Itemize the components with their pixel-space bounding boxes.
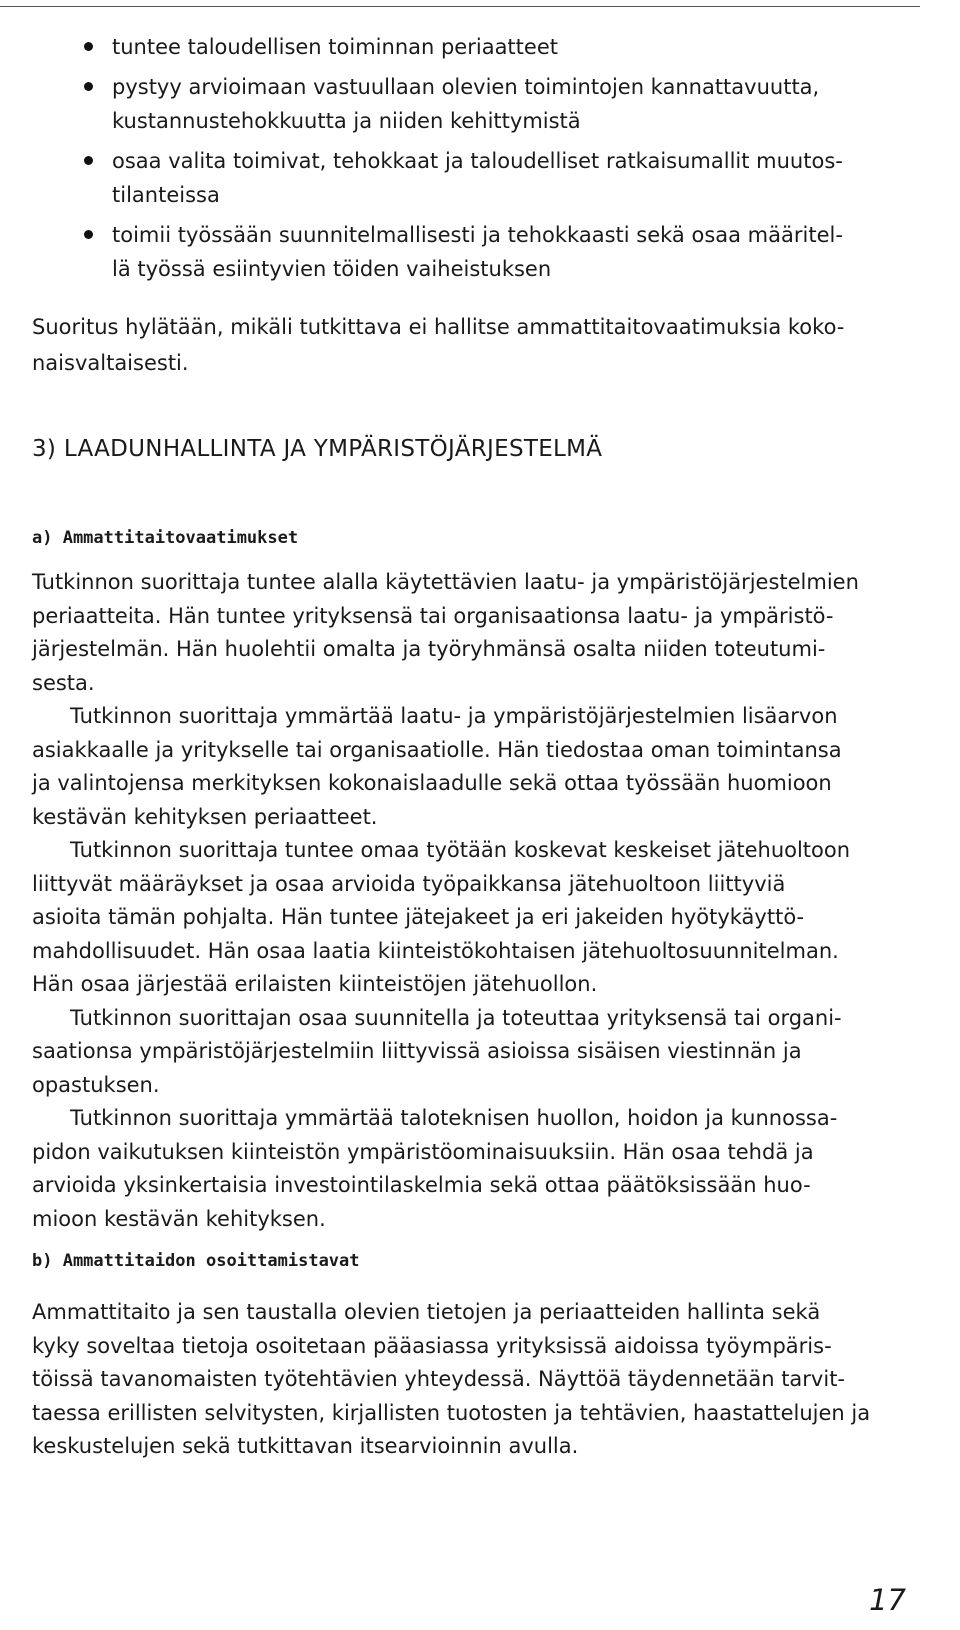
section-heading: 3) LAADUNHALLINTA JA YMPÄRISTÖJÄRJESTELMÄ (32, 436, 603, 462)
text-line: opastuksen. (32, 1072, 160, 1097)
paragraph (32, 700, 859, 834)
verdict-paragraph (32, 309, 844, 381)
text-line: Tutkinnon suorittajan osaa suunnitella ja toteuttaa yrityksensä tai organi- (70, 1005, 842, 1030)
text-line: pystyy arvioimaan vastuullaan olevien toimintojen kannattavuutta, (112, 75, 820, 99)
bullet-dot-icon (84, 156, 93, 165)
text-line: saationsa ympäristöjärjestelmiin liittyvissä asioissa sisäisen viestinnän ja (32, 1039, 802, 1063)
text-line: pidon vaikutuksen kiinteistön ympäristöominaisuuksiin. Hän osaa tehdä ja (32, 1139, 814, 1164)
bullet-dot-icon (84, 230, 93, 239)
text-line: liittyvät määräykset ja osaa arvioida työpaikkansa jätehuoltoon liittyviä (32, 871, 786, 896)
text-line: kestävän kehityksen periaatteet. (32, 804, 378, 829)
text-line: periaatteita. Hän tuntee yrityksensä tai organisaationsa laatu- ja ympäristö- (32, 603, 834, 628)
paragraph (32, 834, 859, 1002)
text-line: lä työssä esiintyvien töiden vaiheistuksen (112, 257, 552, 281)
text-line: Suoritus hylätään, mikäli tutkittava ei hallitse ammattitaitovaatimuksia koko- (32, 315, 845, 339)
paragraph (32, 1102, 859, 1236)
text-line: Hän osaa järjestää erilaisten kiinteistöjen jätehuollon. (32, 972, 598, 996)
bullet-dot-icon (84, 82, 93, 91)
bullet-dot-icon (84, 42, 93, 51)
text-line: sesta. (32, 670, 95, 695)
text-line: kyky soveltaa tietoja osoitetaan pääasiassa yrityksissä aidoissa työympäris- (32, 1333, 832, 1358)
paragraph (32, 566, 859, 700)
text-line: taessa erillisten selvitysten, kirjallisten tuotosten ja tehtävien, haastattelujen ja (32, 1400, 871, 1425)
text-line: Tutkinnon suorittaja ymmärtää laatu- ja ympäristöjärjestelmien lisäarvon (70, 704, 838, 728)
text-line: tilanteissa (112, 183, 220, 207)
text-line: naisvaltaisesti. (32, 351, 189, 375)
text-line: Tutkinnon suorittaja tuntee omaa työtään koskevat keskeiset jätehuoltoon (70, 838, 851, 862)
text-line: asioita tämän pohjalta. Hän tuntee jätejakeet ja eri jakeiden hyötykäyttö- (32, 905, 805, 929)
requirements-text (32, 566, 859, 1236)
list-item (0, 144, 912, 212)
subheading-demonstration: b) Ammattitaidon osoittamistavat (32, 1251, 360, 1271)
bullet-list (0, 30, 960, 292)
paragraph (32, 1002, 859, 1103)
text-line: Tutkinnon suorittaja tuntee alalla käytettävien laatu- ja ympäristöjärjestelmien (32, 570, 859, 594)
text-line: osaa valita toimivat, tehokkaat ja taloudelliset ratkaisumallit muutos- (112, 149, 843, 173)
subheading-requirements: a) Ammattitaitovaatimukset (32, 528, 299, 548)
list-item (0, 70, 912, 138)
text-line: arvioida yksinkertaisia investointilaskelmia sekä ottaa päätöksissään huo- (32, 1173, 811, 1197)
text-line: toimii työssään suunnitelmallisesti ja tehokkaasti sekä osaa määritel- (112, 223, 843, 247)
demonstration-text (32, 1296, 870, 1464)
text-line: Ammattitaito ja sen taustalla olevien tietojen ja periaatteiden hallinta sekä (32, 1300, 821, 1324)
text-line: mahdollisuudet. Hän osaa laatia kiinteistökohtaisen jätehuoltosuunnitelman. (32, 938, 839, 963)
text-line: kustannustehokkuutta ja niiden kehittymistä (112, 109, 581, 133)
text-line: Tutkinnon suorittaja ymmärtää taloteknisen huollon, hoidon ja kunnossa- (70, 1106, 838, 1130)
list-item (0, 218, 912, 286)
text-line: järjestelmän. Hän huolehtii omalta ja työryhmänsä osalta niiden toteutumi- (32, 637, 826, 661)
top-rule (0, 6, 920, 7)
text-line: mioon kestävän kehityksen. (32, 1206, 326, 1231)
text-line: ja valintojensa merkityksen kokonaislaadulle sekä ottaa työssään huomioon (32, 771, 832, 795)
text-line: töissä tavanomaisten työtehtävien yhteydessä. Näyttöä täydennetään tarvit- (32, 1367, 846, 1391)
page-number: 17 (869, 1583, 906, 1617)
list-item (0, 30, 912, 64)
text-line: keskustelujen sekä tutkittavan itsearvioinnin avulla. (32, 1434, 579, 1458)
text-line: asiakkaalle ja yritykselle tai organisaatiolle. Hän tiedostaa oman toimintansa (32, 737, 842, 762)
text-line: tuntee taloudellisen toiminnan periaatteet (112, 35, 558, 59)
paragraph (32, 1296, 870, 1464)
